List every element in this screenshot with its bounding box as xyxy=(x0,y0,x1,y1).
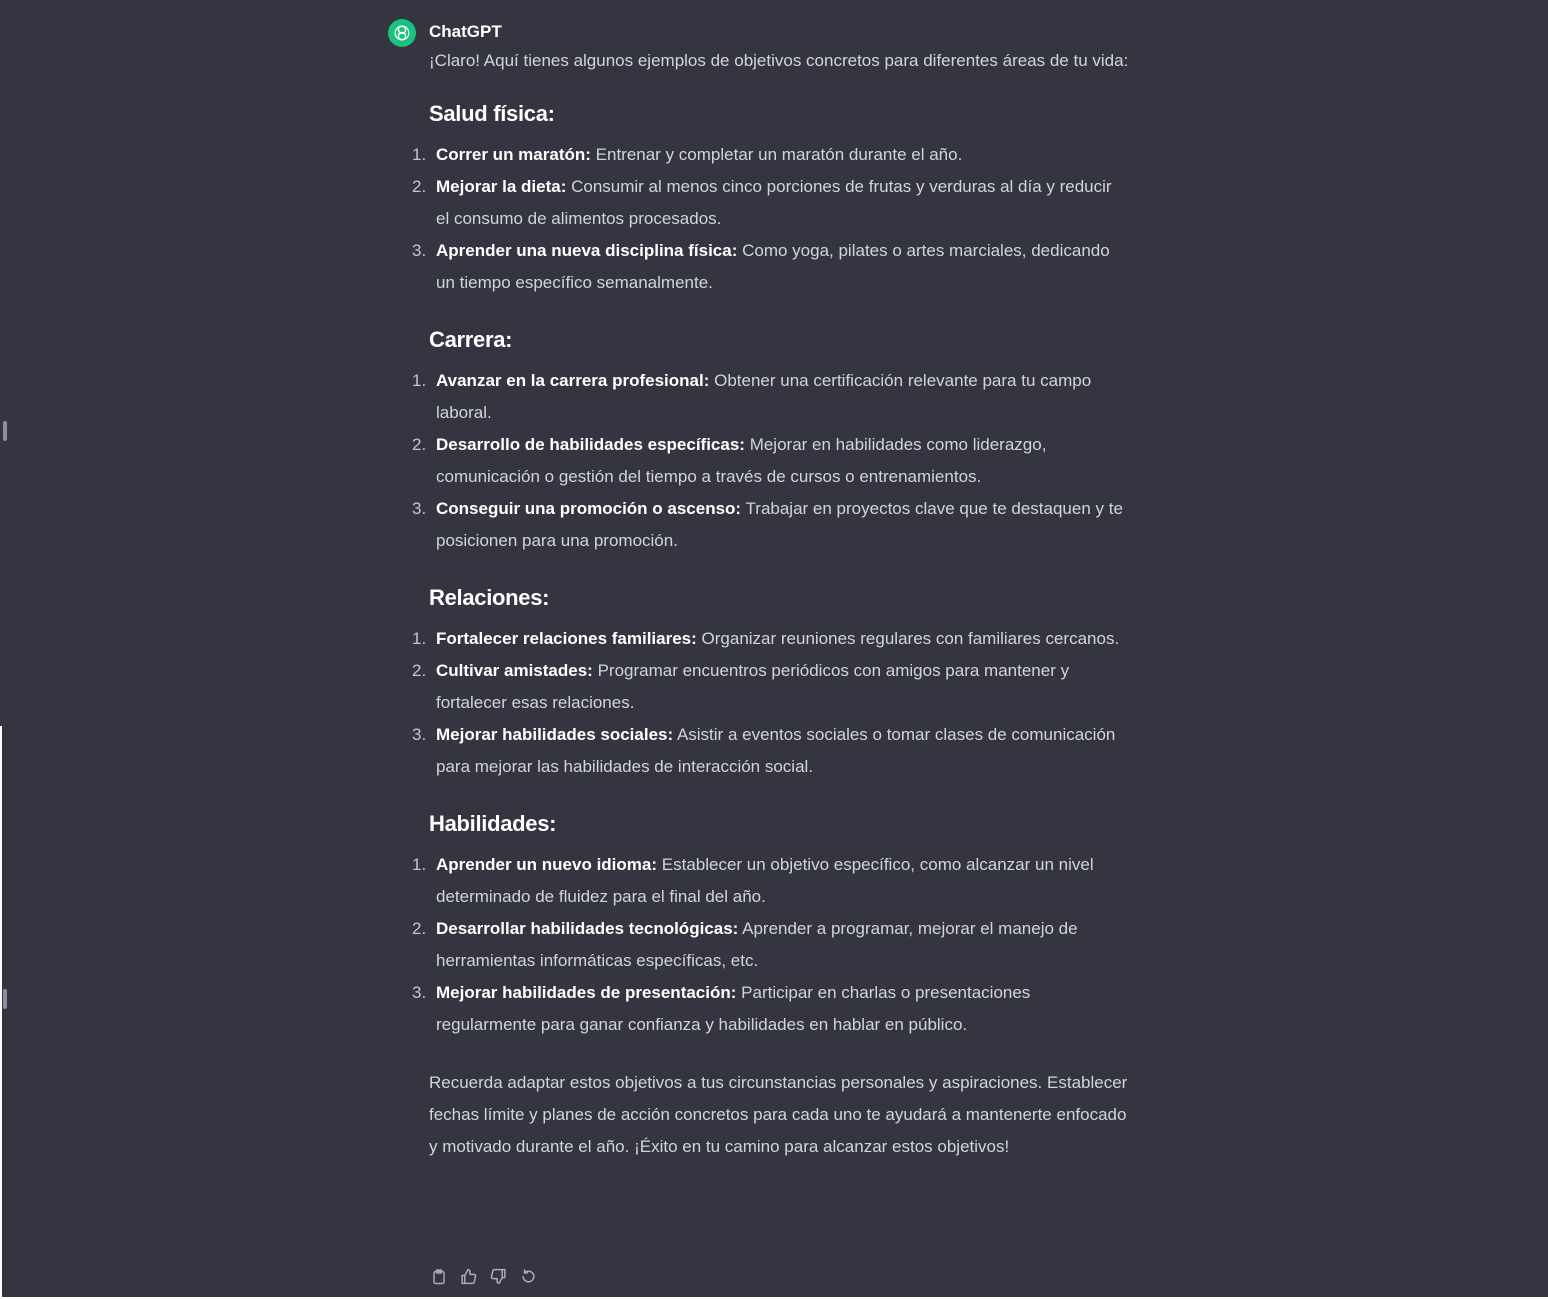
item-title: Cultivar amistades: xyxy=(436,661,593,680)
item-text: Entrenar y completar un maratón durante el año. xyxy=(590,145,963,164)
list-item xyxy=(412,913,1129,977)
list-number: 3. xyxy=(412,983,427,1002)
goal-list xyxy=(412,623,1129,783)
list-item xyxy=(412,429,1129,493)
scroll-handle-top[interactable] xyxy=(3,421,7,441)
item-text: Consumir al menos cinco porciones de frutas y verduras al día y reducir el consumo de alimentos procesados. xyxy=(436,177,1112,228)
copy-button[interactable] xyxy=(430,1268,447,1285)
goal-list xyxy=(412,139,1129,299)
dislike-button[interactable] xyxy=(490,1268,507,1285)
list-number: 3. xyxy=(412,725,427,744)
list-number: 1. xyxy=(412,145,427,164)
list-number: 1. xyxy=(412,629,427,648)
list-number: 2. xyxy=(412,661,427,680)
item-text: Participar en charlas o presentaciones regularmente para ganar confianza y habilidades en hablar en público. xyxy=(436,983,1031,1034)
item-title: Desarrollo de habilidades específicas: xyxy=(436,435,745,454)
message-author: ChatGPT xyxy=(429,22,502,41)
list-number: 2. xyxy=(412,435,427,454)
message-content xyxy=(412,45,1129,1163)
list-item xyxy=(412,235,1129,299)
clipboard-icon xyxy=(431,1269,447,1285)
list-number: 1. xyxy=(412,371,427,390)
item-text: Establecer un objetivo específico, como alcanzar un nivel determinado de fluidez para el final del año. xyxy=(436,855,1094,906)
list-item xyxy=(412,493,1129,557)
item-title: Avanzar en la carrera profesional: xyxy=(436,371,710,390)
item-text: Programar encuentros periódicos con amigos para mantener y fortalecer esas relaciones. xyxy=(436,661,1070,712)
list-item xyxy=(412,139,1129,171)
item-title: Aprender una nueva disciplina física: xyxy=(436,241,738,260)
item-text: Obtener una certificación relevante para tu campo laboral. xyxy=(436,371,1092,422)
scroll-handle-bottom[interactable] xyxy=(3,989,7,1009)
list-item xyxy=(412,655,1129,719)
list-number: 2. xyxy=(412,919,427,938)
list-item xyxy=(412,365,1129,429)
list-number: 2. xyxy=(412,177,427,196)
regenerate-button[interactable] xyxy=(520,1268,537,1285)
item-title: Desarrollar habilidades tecnológicas: xyxy=(436,919,739,938)
thumbs-down-icon xyxy=(490,1268,507,1285)
section-title: Relaciones: xyxy=(429,585,550,610)
list-number: 3. xyxy=(412,499,427,518)
item-text: Organizar reuniones regulares con familiares cercanos. xyxy=(696,629,1120,648)
chatgpt-avatar xyxy=(388,19,416,47)
item-title: Fortalecer relaciones familiares: xyxy=(436,629,697,648)
list-item xyxy=(412,171,1129,235)
like-button[interactable] xyxy=(460,1268,477,1285)
regenerate-icon xyxy=(520,1268,537,1285)
item-title: Mejorar habilidades sociales: xyxy=(436,725,674,744)
goal-list xyxy=(412,849,1129,1041)
item-title: Aprender un nuevo idioma: xyxy=(436,855,658,874)
item-text: Trabajar en proyectos clave que te destaquen y te posicionen para una promoción. xyxy=(436,499,1123,550)
list-item xyxy=(412,623,1129,655)
goal-list xyxy=(412,365,1129,557)
item-text: Aprender a programar, mejorar el manejo de herramientas informáticas específicas, etc. xyxy=(436,919,1078,970)
item-text: Asistir a eventos sociales o tomar clases de comunicación para mejorar las habilidades de interacción social. xyxy=(436,725,1116,776)
thumbs-up-icon xyxy=(460,1268,477,1285)
list-number: 3. xyxy=(412,241,427,260)
section-title: Habilidades: xyxy=(429,811,557,836)
item-title: Mejorar la dieta: xyxy=(436,177,567,196)
item-title: Conseguir una promoción o ascenso: xyxy=(436,499,742,518)
intro-text: ¡Claro! Aquí tienes algunos ejemplos de objetivos concretos para diferentes áreas de tu vida: xyxy=(429,51,1129,70)
list-item xyxy=(412,719,1129,783)
window-edge-left xyxy=(0,726,2,1299)
item-text: Como yoga, pilates o artes marciales, dedicando un tiempo específico semanalmente. xyxy=(436,241,1110,292)
item-title: Mejorar habilidades de presentación: xyxy=(436,983,737,1002)
section-title: Carrera: xyxy=(429,327,513,352)
outro-text: Recuerda adaptar estos objetivos a tus circunstancias personales y aspiraciones. Establecer fechas límite y planes de acción concretos para cada uno te ayudará a mantenerte enfocado y motivado durante el año. ¡Éxito en tu camino para alcanzar estos objetivos! xyxy=(429,1073,1128,1156)
item-title: Correr un maratón: xyxy=(436,145,591,164)
message-actions xyxy=(430,1268,537,1285)
openai-logo-icon xyxy=(392,23,412,43)
list-item xyxy=(412,849,1129,913)
item-text: Mejorar en habilidades como liderazgo, comunicación o gestión del tiempo a través de cursos o entrenamientos. xyxy=(436,435,1047,486)
list-item xyxy=(412,977,1129,1041)
list-number: 1. xyxy=(412,855,427,874)
section-title: Salud física: xyxy=(429,101,555,126)
